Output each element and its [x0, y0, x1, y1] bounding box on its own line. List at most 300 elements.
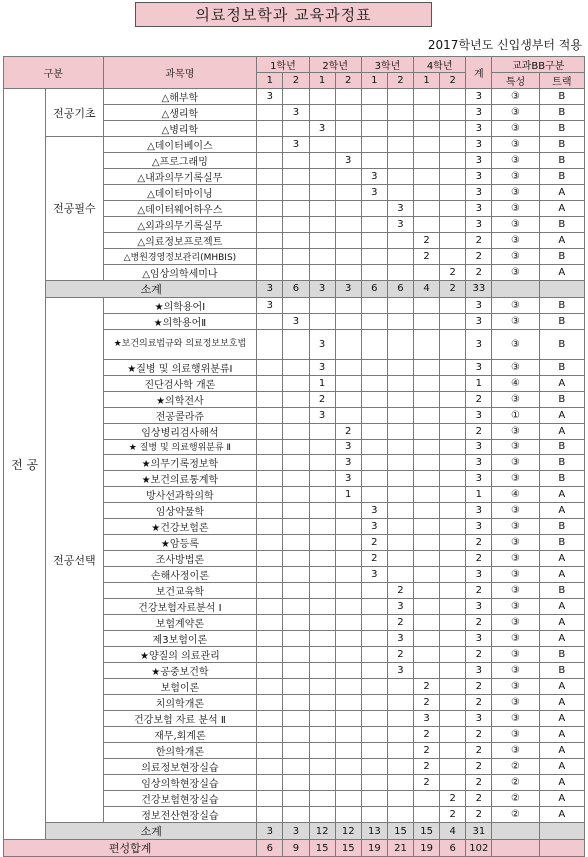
- course-bb-type: ③: [492, 519, 539, 535]
- semester-credit: 3: [335, 455, 361, 471]
- semester-credit: [440, 423, 466, 439]
- semester-credit: [309, 169, 335, 185]
- semester-credit: [387, 695, 413, 711]
- course-bb-type: ③: [492, 121, 539, 137]
- course-bb-track: A: [539, 185, 584, 201]
- course-name: ★의학용어Ⅰ: [103, 297, 257, 313]
- course-total: 2: [466, 679, 492, 695]
- semester-credit: [257, 775, 283, 791]
- course-bb-track: B: [539, 535, 584, 551]
- semester-credit: 2: [414, 759, 440, 775]
- course-total: 3: [466, 359, 492, 375]
- semester-credit: [440, 375, 466, 391]
- course-bb-type: ③: [492, 169, 539, 185]
- course-total: 2: [466, 743, 492, 759]
- semester-credit: [387, 137, 413, 153]
- course-total: 3: [466, 519, 492, 535]
- course-bb-type: ②: [492, 759, 539, 775]
- course-name: 건강보험자료분석 Ⅰ: [103, 599, 257, 615]
- course-total: 2: [466, 727, 492, 743]
- semester-credit: [361, 679, 387, 695]
- course-total: 3: [466, 89, 492, 105]
- course-name: △외과의무기록실무: [103, 217, 257, 233]
- semester-credit: [361, 407, 387, 423]
- semester-credit: [283, 359, 309, 375]
- course-total: 2: [466, 551, 492, 567]
- semester-sum: 4: [414, 280, 440, 297]
- semester-credit: 2: [387, 583, 413, 599]
- header-semester: 2: [283, 73, 309, 89]
- semester-credit: [283, 519, 309, 535]
- course-name: ★의무기록정보학: [103, 455, 257, 471]
- semester-credit: 2: [414, 695, 440, 711]
- semester-credit: 2: [440, 807, 466, 823]
- semester-credit: [361, 807, 387, 823]
- course-bb-type: ③: [492, 631, 539, 647]
- course-total: 3: [466, 185, 492, 201]
- course-total: 3: [466, 297, 492, 313]
- course-total: 2: [466, 775, 492, 791]
- course-name: ★보건의료통계학: [103, 471, 257, 487]
- semester-credit: [283, 791, 309, 807]
- course-total: 3: [466, 711, 492, 727]
- course-bb-type: ③: [492, 423, 539, 439]
- course-name: △병리학: [103, 121, 257, 137]
- semester-credit: [309, 503, 335, 519]
- semester-credit: [440, 169, 466, 185]
- semester-credit: [335, 185, 361, 201]
- course-bb-track: A: [539, 264, 584, 280]
- course-name: △의료정보프로젝트: [103, 233, 257, 249]
- semester-credit: [283, 727, 309, 743]
- semester-credit: 2: [440, 791, 466, 807]
- semester-credit: [335, 519, 361, 535]
- header-course: 과목명: [103, 57, 257, 89]
- semester-sum: 9: [283, 840, 309, 857]
- semester-credit: 2: [387, 615, 413, 631]
- semester-credit: [361, 137, 387, 153]
- course-name: ★암등록: [103, 535, 257, 551]
- course-total: 3: [466, 329, 492, 359]
- semester-credit: 2: [335, 423, 361, 439]
- semester-credit: [257, 423, 283, 439]
- semester-credit: [361, 455, 387, 471]
- course-bb-track: B: [539, 297, 584, 313]
- course-name: 임상약물학: [103, 503, 257, 519]
- semester-sum: 3: [309, 280, 335, 297]
- semester-credit: [361, 647, 387, 663]
- semester-credit: [283, 264, 309, 280]
- group-label: 전공기초: [46, 89, 103, 137]
- course-row: [4, 297, 585, 313]
- semester-credit: 1: [335, 487, 361, 503]
- semester-credit: [257, 791, 283, 807]
- semester-credit: [361, 759, 387, 775]
- semester-credit: 2: [414, 727, 440, 743]
- course-name: 임상병리검사해석: [103, 423, 257, 439]
- semester-credit: [440, 679, 466, 695]
- course-bb-track: A: [539, 743, 584, 759]
- group-label: 전공선택: [46, 297, 103, 823]
- semester-credit: [361, 217, 387, 233]
- course-total: 3: [466, 663, 492, 679]
- semester-sum: 6: [361, 280, 387, 297]
- course-total: 3: [466, 567, 492, 583]
- grand-total-row: [4, 840, 585, 857]
- semester-credit: 2: [414, 233, 440, 249]
- semester-credit: [309, 759, 335, 775]
- empty-cell: [492, 840, 539, 857]
- semester-credit: 2: [414, 249, 440, 265]
- semester-credit: 3: [361, 503, 387, 519]
- semester-credit: [309, 217, 335, 233]
- semester-credit: [414, 185, 440, 201]
- semester-credit: [414, 391, 440, 407]
- empty-cell: [539, 280, 584, 297]
- subtotal-row: [4, 280, 585, 297]
- semester-sum: 6: [283, 280, 309, 297]
- course-name: ★ 질병 및 의료행위분류 Ⅱ: [103, 439, 257, 455]
- semester-credit: [283, 503, 309, 519]
- semester-credit: [387, 775, 413, 791]
- semester-credit: [440, 647, 466, 663]
- semester-credit: [309, 201, 335, 217]
- semester-credit: [440, 89, 466, 105]
- semester-credit: [361, 329, 387, 359]
- semester-credit: [440, 297, 466, 313]
- semester-credit: [361, 663, 387, 679]
- semester-credit: [335, 599, 361, 615]
- semester-credit: [309, 137, 335, 153]
- semester-credit: [361, 775, 387, 791]
- semester-credit: [257, 233, 283, 249]
- semester-credit: [361, 105, 387, 121]
- semester-credit: [414, 551, 440, 567]
- semester-credit: [414, 217, 440, 233]
- semester-credit: [257, 583, 283, 599]
- semester-credit: [309, 105, 335, 121]
- course-name: 손해사정이론: [103, 567, 257, 583]
- semester-credit: [361, 89, 387, 105]
- semester-credit: [257, 121, 283, 137]
- semester-credit: [414, 631, 440, 647]
- semester-credit: [440, 137, 466, 153]
- course-bb-type: ③: [492, 105, 539, 121]
- semester-credit: [440, 439, 466, 455]
- course-bb-track: A: [539, 631, 584, 647]
- course-total: 2: [466, 264, 492, 280]
- semester-credit: [335, 503, 361, 519]
- semester-sum: 21: [387, 840, 413, 857]
- semester-credit: [335, 615, 361, 631]
- semester-credit: [414, 647, 440, 663]
- course-bb-type: ③: [492, 153, 539, 169]
- course-bb-type: ③: [492, 185, 539, 201]
- semester-credit: [440, 217, 466, 233]
- semester-credit: [309, 297, 335, 313]
- semester-credit: [335, 663, 361, 679]
- semester-credit: [257, 391, 283, 407]
- semester-credit: [387, 679, 413, 695]
- sum-total: 102: [466, 840, 492, 857]
- semester-credit: [257, 647, 283, 663]
- semester-credit: 2: [361, 535, 387, 551]
- semester-credit: [387, 423, 413, 439]
- semester-credit: [309, 471, 335, 487]
- course-name: 보험계약론: [103, 615, 257, 631]
- semester-credit: [283, 631, 309, 647]
- course-bb-type: ③: [492, 233, 539, 249]
- semester-credit: 3: [335, 439, 361, 455]
- semester-credit: [414, 807, 440, 823]
- semester-credit: [414, 329, 440, 359]
- semester-credit: [257, 153, 283, 169]
- semester-sum: 4: [440, 823, 466, 840]
- semester-credit: [361, 695, 387, 711]
- course-name: △프로그래밍: [103, 153, 257, 169]
- document-subtitle: 2017학년도 신입생부터 적용: [427, 38, 582, 52]
- semester-credit: [440, 519, 466, 535]
- course-name: ★양질의 의료관리: [103, 647, 257, 663]
- semester-credit: [440, 359, 466, 375]
- semester-credit: [335, 233, 361, 249]
- semester-credit: [440, 329, 466, 359]
- semester-credit: [387, 359, 413, 375]
- semester-credit: [387, 551, 413, 567]
- semester-credit: [335, 359, 361, 375]
- semester-credit: [440, 695, 466, 711]
- semester-credit: [440, 615, 466, 631]
- semester-credit: [309, 711, 335, 727]
- semester-credit: 3: [387, 217, 413, 233]
- semester-credit: [335, 105, 361, 121]
- course-name: 보건교육학: [103, 583, 257, 599]
- header-bb-type: 특성: [492, 73, 539, 89]
- semester-credit: [257, 487, 283, 503]
- semester-credit: [335, 711, 361, 727]
- semester-credit: [257, 105, 283, 121]
- course-bb-type: ③: [492, 471, 539, 487]
- semester-credit: [309, 455, 335, 471]
- semester-credit: 3: [335, 471, 361, 487]
- semester-credit: [283, 647, 309, 663]
- semester-credit: [335, 743, 361, 759]
- semester-credit: [361, 359, 387, 375]
- course-name: 건강보험현장실습: [103, 791, 257, 807]
- course-bb-track: B: [539, 455, 584, 471]
- semester-credit: [335, 807, 361, 823]
- course-total: 2: [466, 535, 492, 551]
- course-name: ★보건의료법규와 의료정보보호법: [103, 329, 257, 359]
- course-total: 3: [466, 503, 492, 519]
- semester-credit: 3: [309, 407, 335, 423]
- semester-credit: [257, 313, 283, 329]
- semester-credit: [257, 137, 283, 153]
- semester-credit: [440, 233, 466, 249]
- course-bb-track: B: [539, 169, 584, 185]
- semester-credit: [283, 121, 309, 137]
- semester-credit: [414, 89, 440, 105]
- semester-credit: [283, 329, 309, 359]
- semester-credit: [414, 599, 440, 615]
- semester-credit: [387, 89, 413, 105]
- semester-credit: [414, 583, 440, 599]
- semester-credit: [387, 519, 413, 535]
- course-bb-track: A: [539, 615, 584, 631]
- course-bb-type: ③: [492, 663, 539, 679]
- subtotal-label: 소계: [46, 823, 257, 840]
- semester-credit: [257, 471, 283, 487]
- semester-credit: [257, 249, 283, 265]
- semester-credit: [387, 727, 413, 743]
- course-bb-track: A: [539, 487, 584, 503]
- header-credits: 계: [466, 57, 492, 89]
- semester-credit: 3: [257, 297, 283, 313]
- course-bb-type: ③: [492, 583, 539, 599]
- empty-cell: [492, 823, 539, 840]
- course-total: 3: [466, 217, 492, 233]
- course-bb-track: A: [539, 599, 584, 615]
- semester-credit: [283, 583, 309, 599]
- semester-credit: [257, 759, 283, 775]
- semester-credit: [309, 423, 335, 439]
- semester-credit: [387, 313, 413, 329]
- semester-credit: 2: [440, 264, 466, 280]
- semester-credit: [361, 471, 387, 487]
- course-bb-type: ②: [492, 775, 539, 791]
- course-bb-track: B: [539, 153, 584, 169]
- semester-credit: [283, 407, 309, 423]
- semester-credit: [440, 391, 466, 407]
- semester-credit: 3: [309, 359, 335, 375]
- semester-credit: [283, 249, 309, 265]
- semester-credit: [414, 407, 440, 423]
- semester-credit: [387, 791, 413, 807]
- semester-credit: [257, 535, 283, 551]
- semester-credit: [387, 375, 413, 391]
- semester-credit: [335, 201, 361, 217]
- course-bb-type: ③: [492, 264, 539, 280]
- course-bb-type: ③: [492, 551, 539, 567]
- semester-credit: [283, 663, 309, 679]
- semester-credit: [414, 153, 440, 169]
- semester-credit: [283, 471, 309, 487]
- semester-credit: 3: [414, 711, 440, 727]
- grand-total-label: 편성합계: [4, 840, 257, 857]
- course-bb-type: ③: [492, 313, 539, 329]
- semester-credit: [361, 375, 387, 391]
- course-bb-track: A: [539, 423, 584, 439]
- semester-credit: [387, 185, 413, 201]
- semester-credit: [335, 121, 361, 137]
- semester-credit: [283, 439, 309, 455]
- course-bb-type: ③: [492, 599, 539, 615]
- semester-credit: [361, 631, 387, 647]
- semester-credit: [440, 487, 466, 503]
- semester-credit: 3: [257, 89, 283, 105]
- course-row: [4, 89, 585, 105]
- course-bb-track: B: [539, 439, 584, 455]
- course-bb-track: B: [539, 583, 584, 599]
- semester-credit: 3: [361, 169, 387, 185]
- course-name: △내과의무기록실무: [103, 169, 257, 185]
- semester-credit: [335, 791, 361, 807]
- course-bb-type: ③: [492, 727, 539, 743]
- semester-credit: [335, 391, 361, 407]
- semester-credit: [361, 743, 387, 759]
- course-bb-type: ③: [492, 249, 539, 265]
- semester-credit: [414, 503, 440, 519]
- semester-credit: [440, 535, 466, 551]
- semester-credit: [335, 313, 361, 329]
- semester-sum: 15: [309, 840, 335, 857]
- course-name: 임상의학현장실습: [103, 775, 257, 791]
- semester-credit: [361, 153, 387, 169]
- semester-credit: [387, 329, 413, 359]
- header-semester: 2: [387, 73, 413, 89]
- semester-credit: [257, 359, 283, 375]
- semester-credit: [309, 807, 335, 823]
- semester-credit: [414, 359, 440, 375]
- semester-credit: 3: [309, 121, 335, 137]
- course-bb-track: B: [539, 663, 584, 679]
- semester-credit: [257, 695, 283, 711]
- semester-credit: [283, 391, 309, 407]
- semester-credit: [283, 759, 309, 775]
- course-total: 2: [466, 647, 492, 663]
- semester-credit: [414, 297, 440, 313]
- semester-credit: [283, 169, 309, 185]
- course-bb-track: B: [539, 249, 584, 265]
- course-bb-track: B: [539, 471, 584, 487]
- course-bb-type: ③: [492, 297, 539, 313]
- header-semester: 1: [257, 73, 283, 89]
- semester-credit: [361, 313, 387, 329]
- semester-credit: [361, 791, 387, 807]
- semester-credit: [440, 153, 466, 169]
- semester-credit: [387, 153, 413, 169]
- semester-credit: [257, 631, 283, 647]
- semester-credit: [309, 615, 335, 631]
- semester-credit: [414, 313, 440, 329]
- semester-credit: [440, 711, 466, 727]
- semester-credit: [257, 743, 283, 759]
- semester-sum: 12: [309, 823, 335, 840]
- course-name: △데이터베이스: [103, 137, 257, 153]
- semester-credit: [440, 567, 466, 583]
- course-name: 건강보험 자료 분석 Ⅱ: [103, 711, 257, 727]
- semester-credit: [387, 249, 413, 265]
- semester-credit: [414, 169, 440, 185]
- semester-credit: [440, 455, 466, 471]
- course-name: ★건강보험론: [103, 519, 257, 535]
- semester-credit: [283, 615, 309, 631]
- course-name: 제3보험이론: [103, 631, 257, 647]
- course-total: 3: [466, 407, 492, 423]
- semester-credit: [309, 743, 335, 759]
- semester-credit: [283, 455, 309, 471]
- semester-credit: [283, 153, 309, 169]
- semester-credit: [309, 185, 335, 201]
- semester-credit: [257, 201, 283, 217]
- semester-credit: [309, 264, 335, 280]
- semester-credit: [257, 727, 283, 743]
- semester-credit: 3: [387, 631, 413, 647]
- semester-sum: 19: [361, 840, 387, 857]
- semester-credit: [257, 599, 283, 615]
- semester-credit: [414, 535, 440, 551]
- course-name: 보험이론: [103, 679, 257, 695]
